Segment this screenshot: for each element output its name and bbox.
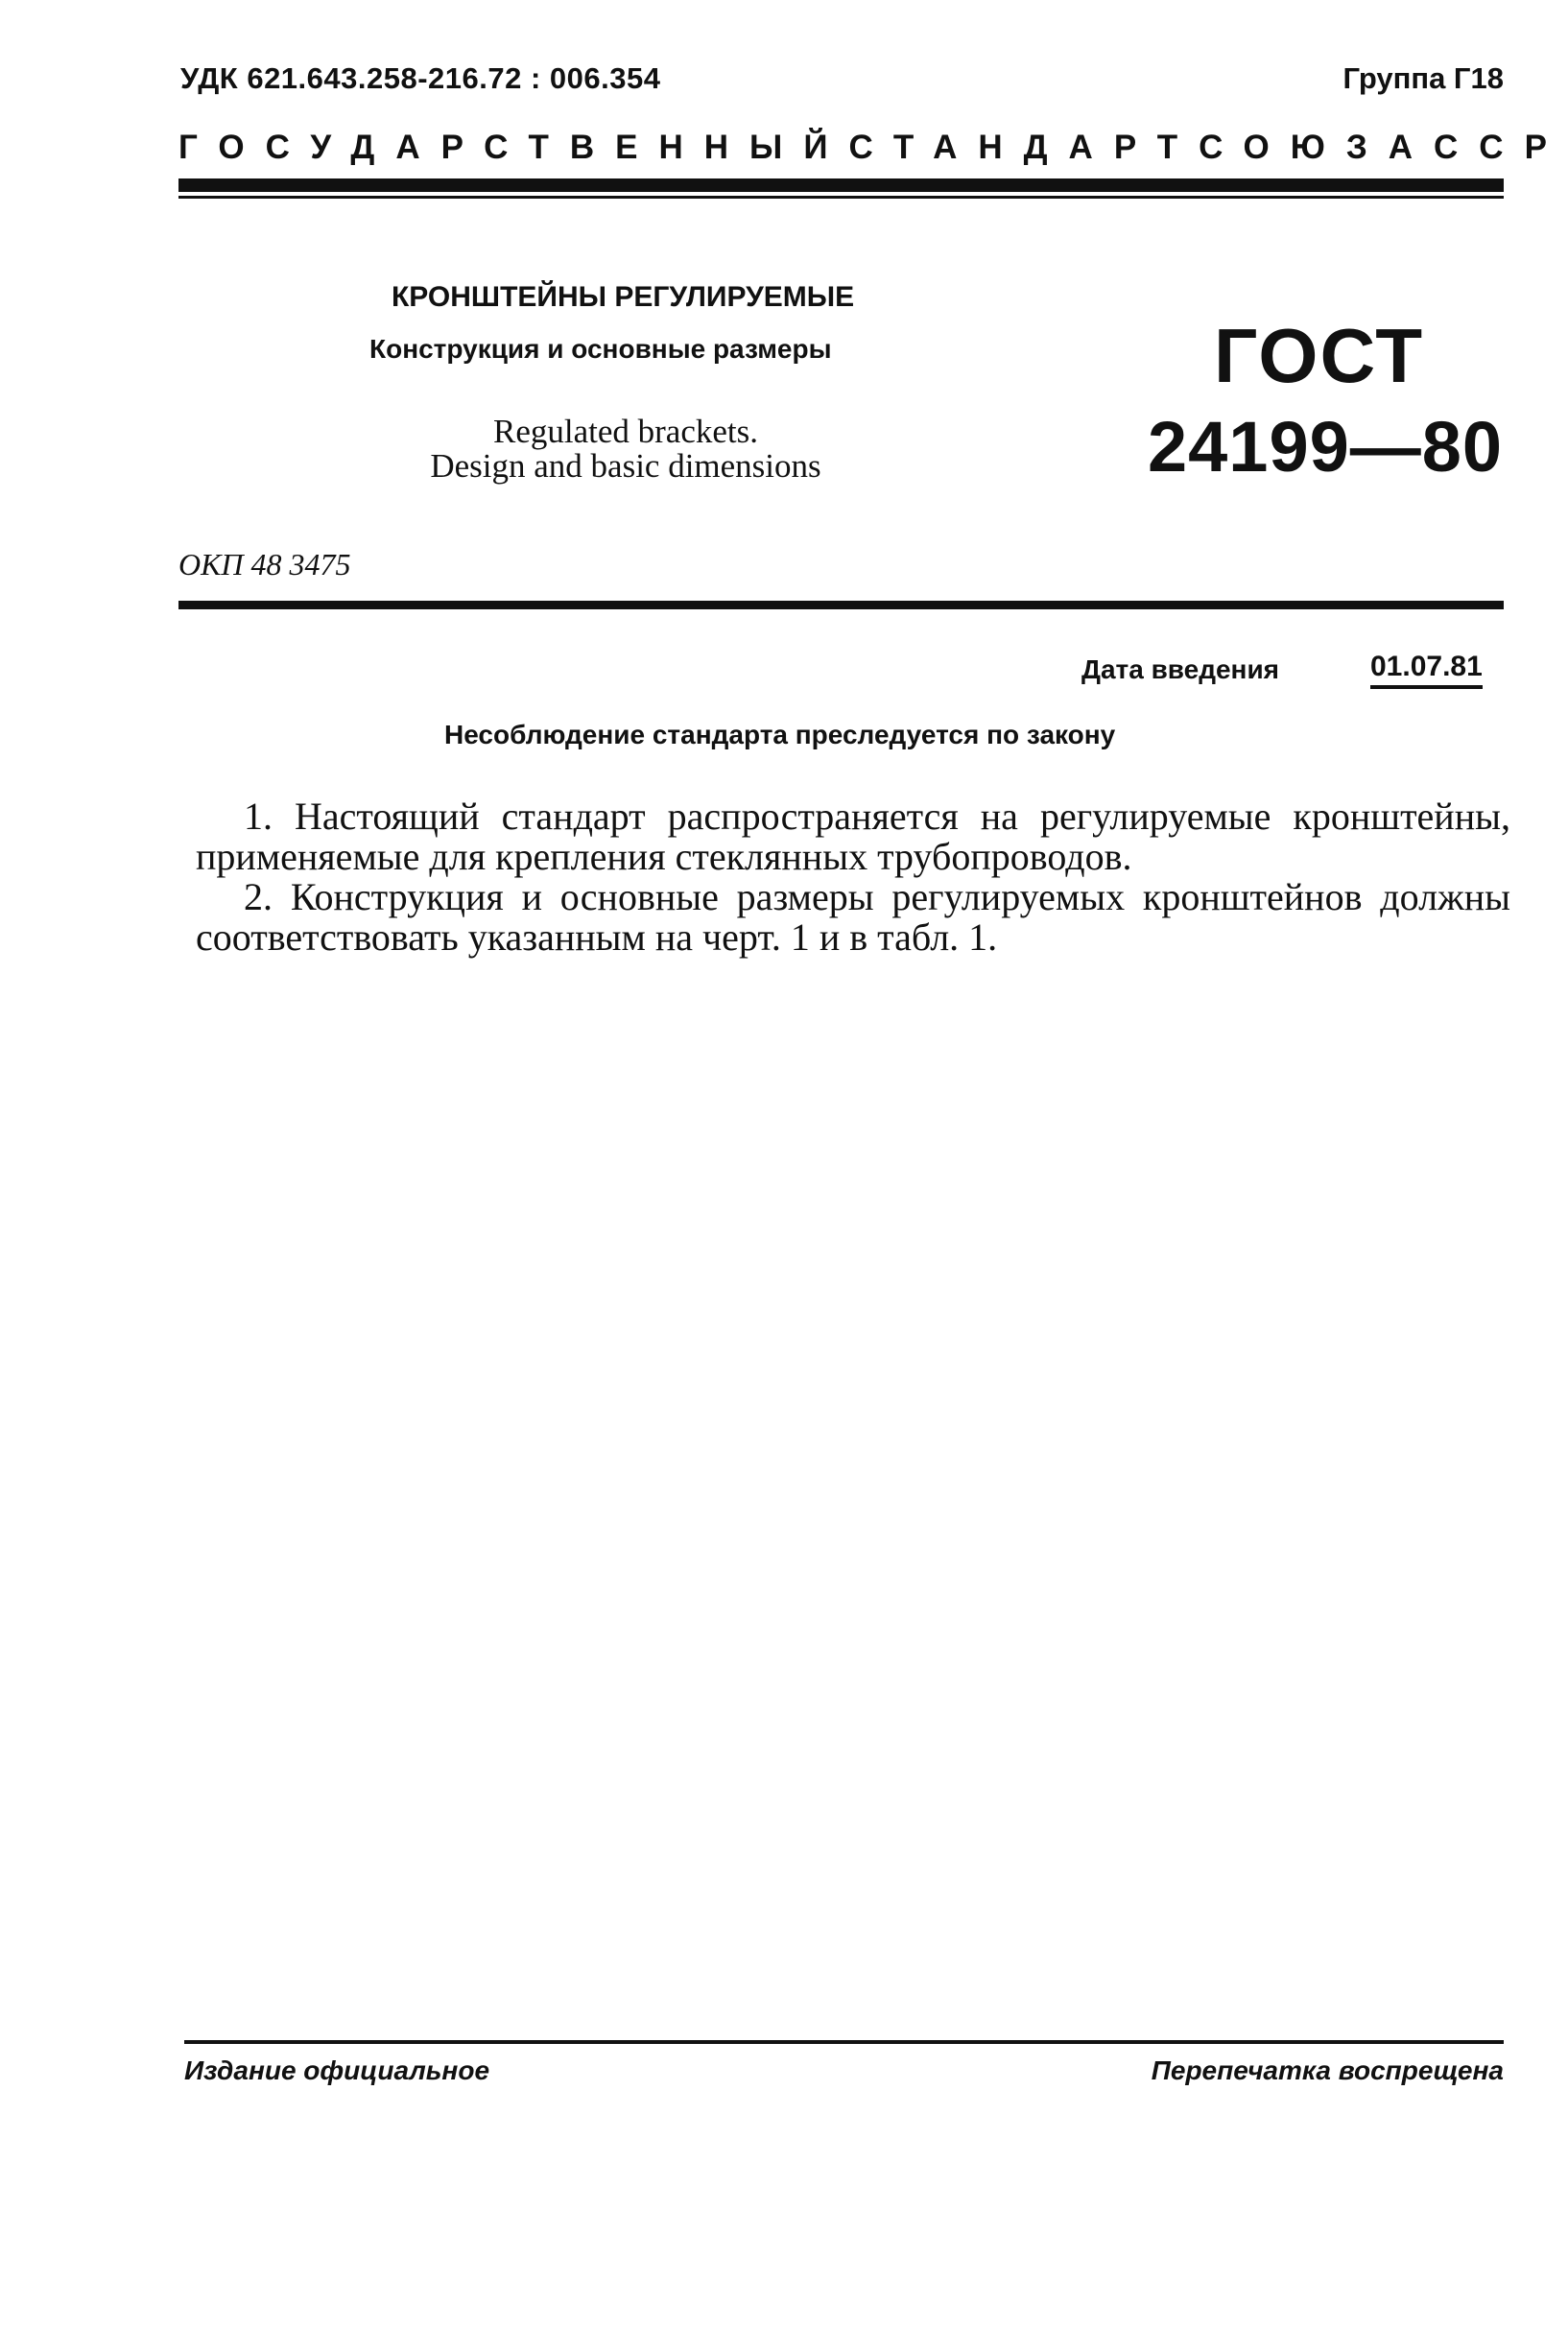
udk-code: УДК 621.643.258-216.72 : 006.354 bbox=[180, 61, 661, 95]
title-english-line-1: Regulated brackets. bbox=[492, 413, 758, 450]
banner-word-4: ССР bbox=[1434, 129, 1568, 166]
gost-number: 24199—80 bbox=[1148, 407, 1504, 487]
footer-reprint-prohibited: Перепечатка воспрещена bbox=[1151, 2055, 1504, 2085]
header-rule-thick bbox=[178, 178, 1504, 192]
state-standard-banner bbox=[178, 129, 1568, 167]
date-label: Дата введения bbox=[1081, 654, 1280, 684]
title-english-line-2: Design and basic dimensions bbox=[430, 447, 821, 485]
banner-word-2: СТАНДАРТ bbox=[848, 129, 1200, 166]
date-value: 01.07.81 bbox=[1370, 651, 1483, 689]
subtitle-russian: Конструкция и основные размеры bbox=[369, 334, 832, 364]
body-text bbox=[196, 796, 1510, 958]
gost-label: ГОСТ bbox=[1214, 313, 1425, 398]
okp-code: ОКП 48 3475 bbox=[178, 547, 351, 582]
group-code: Группа Г18 bbox=[1342, 61, 1504, 95]
legal-notice: Несоблюдение стандарта преследуется по закону bbox=[444, 720, 1116, 749]
banner-word-3: СОЮЗА bbox=[1199, 129, 1435, 166]
footer-rule bbox=[184, 2040, 1504, 2044]
paragraph-2: 2. Конструкция и основные размеры регулируемых кронштейнов должны соответствовать указанным на черт. 1 и в табл. 1. bbox=[196, 875, 1510, 959]
title-english bbox=[367, 415, 885, 484]
footer-official-edition: Издание официальное bbox=[184, 2055, 490, 2085]
title-russian: КРОНШТЕЙНЫ РЕГУЛИРУЕМЫЕ bbox=[392, 281, 855, 313]
banner-word-1: ГОСУДАРСТВЕННЫЙ bbox=[178, 129, 849, 166]
paragraph-1: 1. Настоящий стандарт распространяется на регулируемые кронштейны, применяемые для крепления стеклянных трубопроводов. bbox=[196, 795, 1510, 878]
section-rule bbox=[178, 601, 1504, 609]
header-rule-thin bbox=[178, 196, 1504, 199]
